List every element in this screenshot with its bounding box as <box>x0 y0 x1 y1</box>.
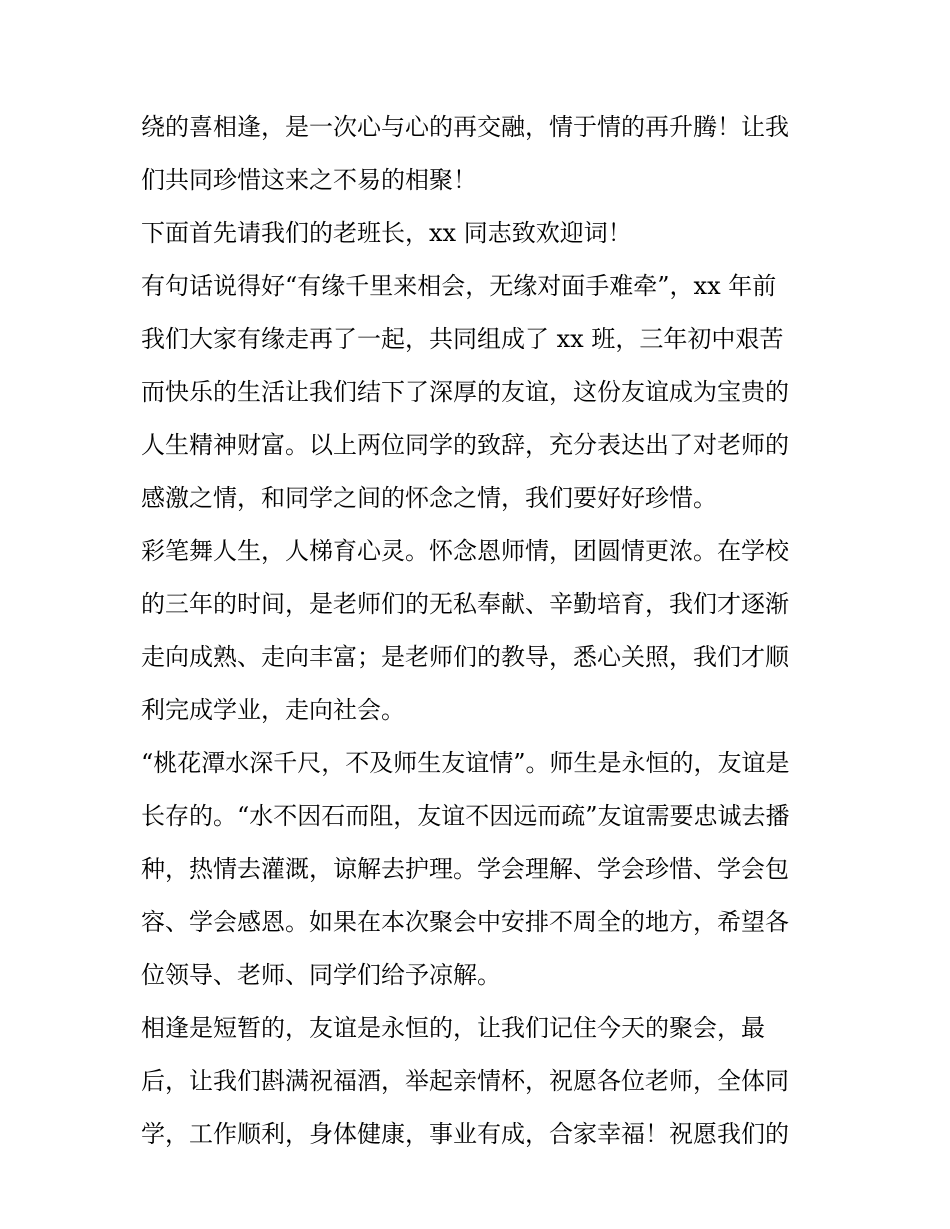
text-line: “桃花潭水深千尺，不及师生友谊情”。师生是永恒的，友谊是 <box>141 749 790 777</box>
text-line: 位领导、老师、同学们给予凉解。 <box>141 961 501 989</box>
text-line: 绕的喜相逢，是一次心与心的再交融，情于情的再升腾！让我 <box>141 113 789 141</box>
text-line: 容、学会感恩。如果在本次聚会中安排不周全的地方，希望各 <box>141 908 789 936</box>
text-line: 有句话说得好“有缘千里来相会，无缘对面手难牵”，xx 年前 <box>141 272 777 300</box>
body-text <box>141 101 821 1161</box>
text-line: 彩笔舞人生，人梯育心灵。怀念恩师情，团圆情更浓。在学校 <box>141 537 789 565</box>
text-line: 走向成熟、走向丰富；是老师们的教导，悉心关照，我们才顺 <box>141 643 789 671</box>
text-line: 们共同珍惜这来之不易的相聚！ <box>141 166 477 194</box>
text-line: 人生精神财富。以上两位同学的致辞，充分表达出了对老师的 <box>141 431 789 459</box>
text-line: 长存的。“水不因石而阻，友谊不因远而疏”友谊需要忠诚去播 <box>141 802 790 830</box>
text-line: 相逢是短暂的，友谊是永恒的，让我们记住今天的聚会，最 <box>141 1014 765 1042</box>
text-line: 种，热情去灌溉，谅解去护理。学会理解、学会珍惜、学会包 <box>141 855 789 883</box>
text-line: 学，工作顺利，身体健康，事业有成，合家幸福！祝愿我们的 <box>141 1120 789 1148</box>
text-line: 后，让我们斟满祝福酒，举起亲情杯，祝愿各位老师，全体同 <box>141 1067 789 1095</box>
text-line: 下面首先请我们的老班长，xx 同志致欢迎词！ <box>141 219 632 247</box>
text-line: 的三年的时间，是老师们的无私奉献、辛勤培育，我们才逐渐 <box>141 590 789 618</box>
text-line: 感激之情，和同学之间的怀念之情，我们要好好珍惜。 <box>141 484 717 512</box>
text-line: 而快乐的生活让我们结下了深厚的友谊，这份友谊成为宝贵的 <box>141 378 789 406</box>
text-line: 利完成学业，走向社会。 <box>141 696 405 724</box>
text-line: 我们大家有缘走再了一起，共同组成了 xx 班，三年初中艰苦 <box>141 325 784 353</box>
